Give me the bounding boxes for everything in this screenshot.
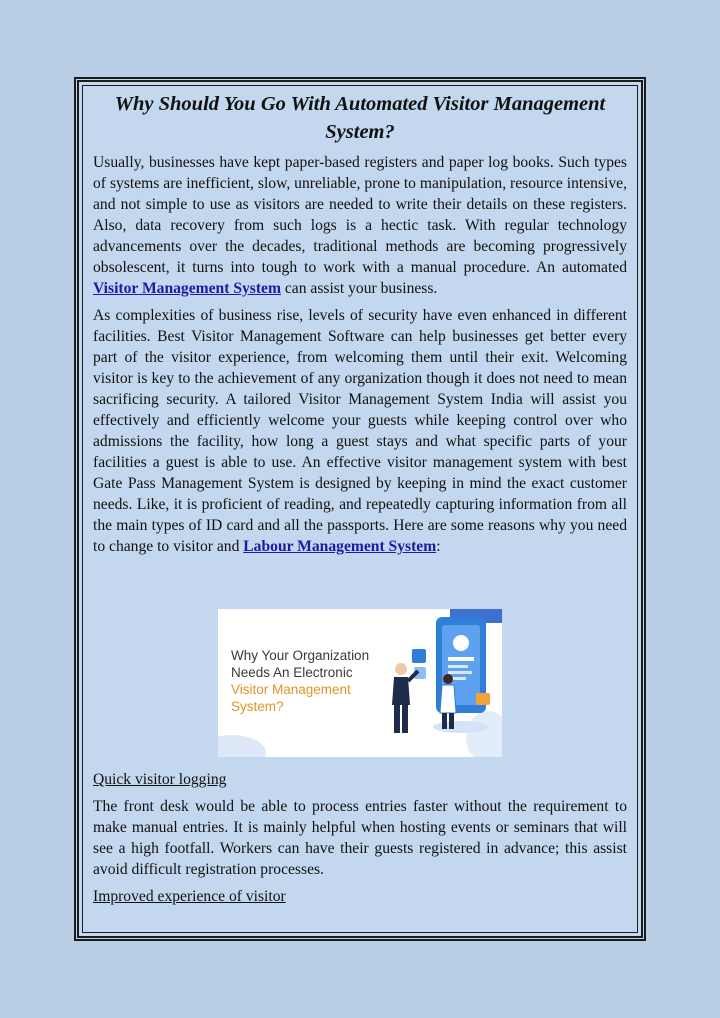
person-body-icon: [392, 677, 410, 705]
section-heading-quick-logging: Quick visitor logging: [93, 771, 227, 788]
profile-line-icon: [448, 671, 472, 674]
intro-text-end: can assist your business.: [280, 280, 438, 297]
visitor-management-illustration: [218, 609, 502, 757]
caption-line: Needs An Electronic: [231, 665, 353, 680]
profile-avatar-icon: [453, 635, 469, 651]
caption-line-accent: System?: [231, 699, 284, 714]
woman-body-icon: [440, 685, 456, 713]
document-content: [93, 90, 627, 913]
profile-line-icon: [448, 657, 474, 661]
person-leg-icon: [394, 705, 400, 733]
id-card-icon: [476, 693, 490, 705]
complexities-paragraph: [93, 305, 627, 557]
decor-blob-icon: [218, 735, 266, 757]
decor-blob-icon: [466, 711, 502, 757]
woman-head-icon: [443, 674, 453, 684]
caption-line-accent: Visitor Management: [231, 682, 351, 697]
complexities-text-end: :: [436, 538, 441, 555]
section-heading-visitor-experience: Improved experience of visitor: [93, 888, 286, 905]
document-title: Why Should You Go With Automated Visitor Management System?: [114, 93, 606, 143]
caption-line: Why Your Organization: [231, 648, 370, 663]
profile-line-icon: [448, 665, 468, 668]
person-leg-icon: [402, 705, 408, 733]
complexities-text: As complexities of business rise, levels of security have even enhanced in different facilities. Best Visitor Management Software can help businesses get better every part of the visitor experience, from welcoming them until their exit. Welcoming visitor is key to the achievement of any organization though it does not need to mean sacrificing security. A tailored Visitor Management System India will assist you effectively and efficiently welcome your guests while keeping control over who admissions the facility, how long a guest stays and what specific parts of your facilities a guest is able to use. An effective visitor management system with best Gate Pass Management System is designed by keeping in mind the exact customer needs. Like, it is proficient of reading, and repeatedly capturing information from all the main types of ID card and all the passports. Here are some reasons why you need to change to visitor and: [93, 307, 627, 555]
visitor-management-system-link[interactable]: Visitor Management System: [93, 280, 281, 297]
id-card-icon: [412, 649, 426, 663]
woman-leg-icon: [449, 713, 454, 729]
labour-management-system-link[interactable]: Labour Management System: [243, 538, 437, 555]
pedestal-icon: [433, 721, 489, 733]
document-frame: [74, 77, 646, 941]
quick-logging-paragraph: The front desk would be able to process entries faster without the requirement to make manual entries. It is mainly helpful when hosting events or seminars that will see a high footfall. Workers can have their guests registered in advance; this assist avoid difficult registration processes.: [93, 798, 627, 878]
spacer: [93, 563, 627, 609]
intro-paragraph: [93, 152, 627, 299]
intro-text-start: Usually, businesses have kept paper-based registers and paper log books. Such types of systems are inefficient, slow, unreliable, prone to manipulation, resource intensive, and not simple to use as visitors are needed to write their details on these registers. Also, data recovery from such logs is a hectic task. With regular technology advancements over the decades, traditional methods are becoming progressively obsolescent, it turns into tough to work with a manual procedure. An automated: [93, 154, 627, 276]
person-head-icon: [395, 663, 407, 675]
illustration-caption: [231, 647, 369, 715]
woman-leg-icon: [442, 713, 447, 729]
